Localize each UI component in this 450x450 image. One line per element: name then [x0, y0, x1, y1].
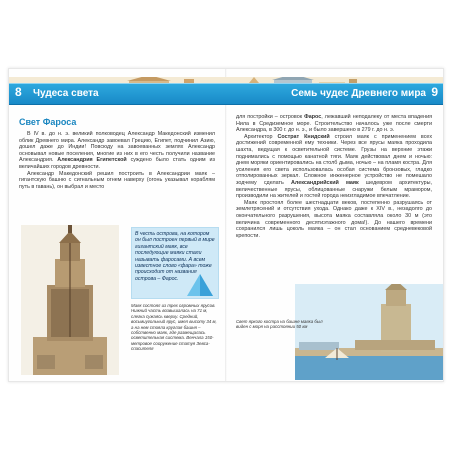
header-title-right: Семь чудес Древнего мира: [291, 88, 426, 99]
left-body-text: [19, 131, 215, 190]
book-spread: [8, 68, 444, 382]
left-paragraph-1: В IV в. до н. э. великий полководец Александр Македонский изменил облик Древнего мира. Александр завоевал Грецию, Египет, подчинил Азию, дошел даже до Индии! Повсюду на завоеванных землях Александр основывал новые поселения, многие из них в его честь получили название Александрия. Александрия Египетской суждено было стать одним из величайших городов древности.: [19, 131, 215, 170]
page-number-right: 9: [431, 85, 438, 99]
page-gutter: [225, 69, 227, 381]
pharos-lighthouse-cutaway-illustration: [21, 225, 119, 375]
section-title: Свет Фароса: [19, 117, 77, 127]
page-number-left: 8: [15, 85, 22, 99]
right-body-text: [236, 114, 432, 239]
right-paragraph-3: Маяк простоял более шестнадцати веков, постепенно разрушаясь от землетрясений и отсутствия ухода. Однако даже к XIV в., незадолго до окончательного разрушения, высота маяка составляла около 30 м (это величина современного десятиэтажного дома!). До нашего времени сохранился лишь цоколь маяка – он стал основанием средневековой крепости.: [236, 199, 432, 239]
pharos-lighthouse-harbor-illustration: [295, 284, 443, 380]
lighthouse-caption-right: Свет яркого костра на башне маяка был виден с моря на расстоянии 50 км: [236, 319, 323, 330]
lighthouse-caption-left: Маяк состоял из трех огромных ярусов. Нижний часть возвышалась на 71 м, слегка сужаясь кверху. Средний, восьмиугольный ярус, имел высоту 34 м, а на нем стояла круглая башня – собственно маяк, где размещалась осветительная система. Венчала 150-метровое сооружение статуя Зевса-спасителя: [131, 303, 217, 352]
pyramid-icon: [187, 274, 213, 296]
left-paragraph-2: Александр Македонский решил построить в Александрии маяк – гигантскую башню с сигнальным огнем наверху (огонь указывал кораблям путь в гавань), он выбрал и место: [19, 170, 215, 190]
header-title-left: Чудеса света: [33, 88, 99, 99]
info-callout-text: В честь острова, на котором он был построен первый в мире гигантский маяк, все последующие маяки стали называть фаросами. А всем известное слово «фара» тоже происходит от названия острова – Фарос.: [135, 231, 215, 282]
right-paragraph-1: для постройки – островок Фарос, лежавший неподалеку от места впадения Нила в Средиземное море. Строительство началось уже после смерти Александра, в 300 г. до н. э., и было завершено в 279 г. до н. э.: [236, 114, 433, 134]
right-paragraph-2: Архитектор Сострат Книдский строил маяк с применением всех достижений современной ему техники. Через все ярусы маяка проходила шахта, ведущая к осветительной системе. Грузы на верхние этажи поднимались с помощью канатной тяги. Маяк действовал днем и ночью: днем моряки ориентировались на столб дыма, ночью – на пламя костра. Для усиления его света использовалась особая система бронзовых, гладко отполированных зеркал. Сложное инженерное устройство не помешало зодчему сделать Александрийский маяк шедевром архитектуры, величественные ярусы, облицованные снаружи белым мрамором, производили на жителей и гостей города неизгладимое впечатление.: [236, 133, 433, 200]
